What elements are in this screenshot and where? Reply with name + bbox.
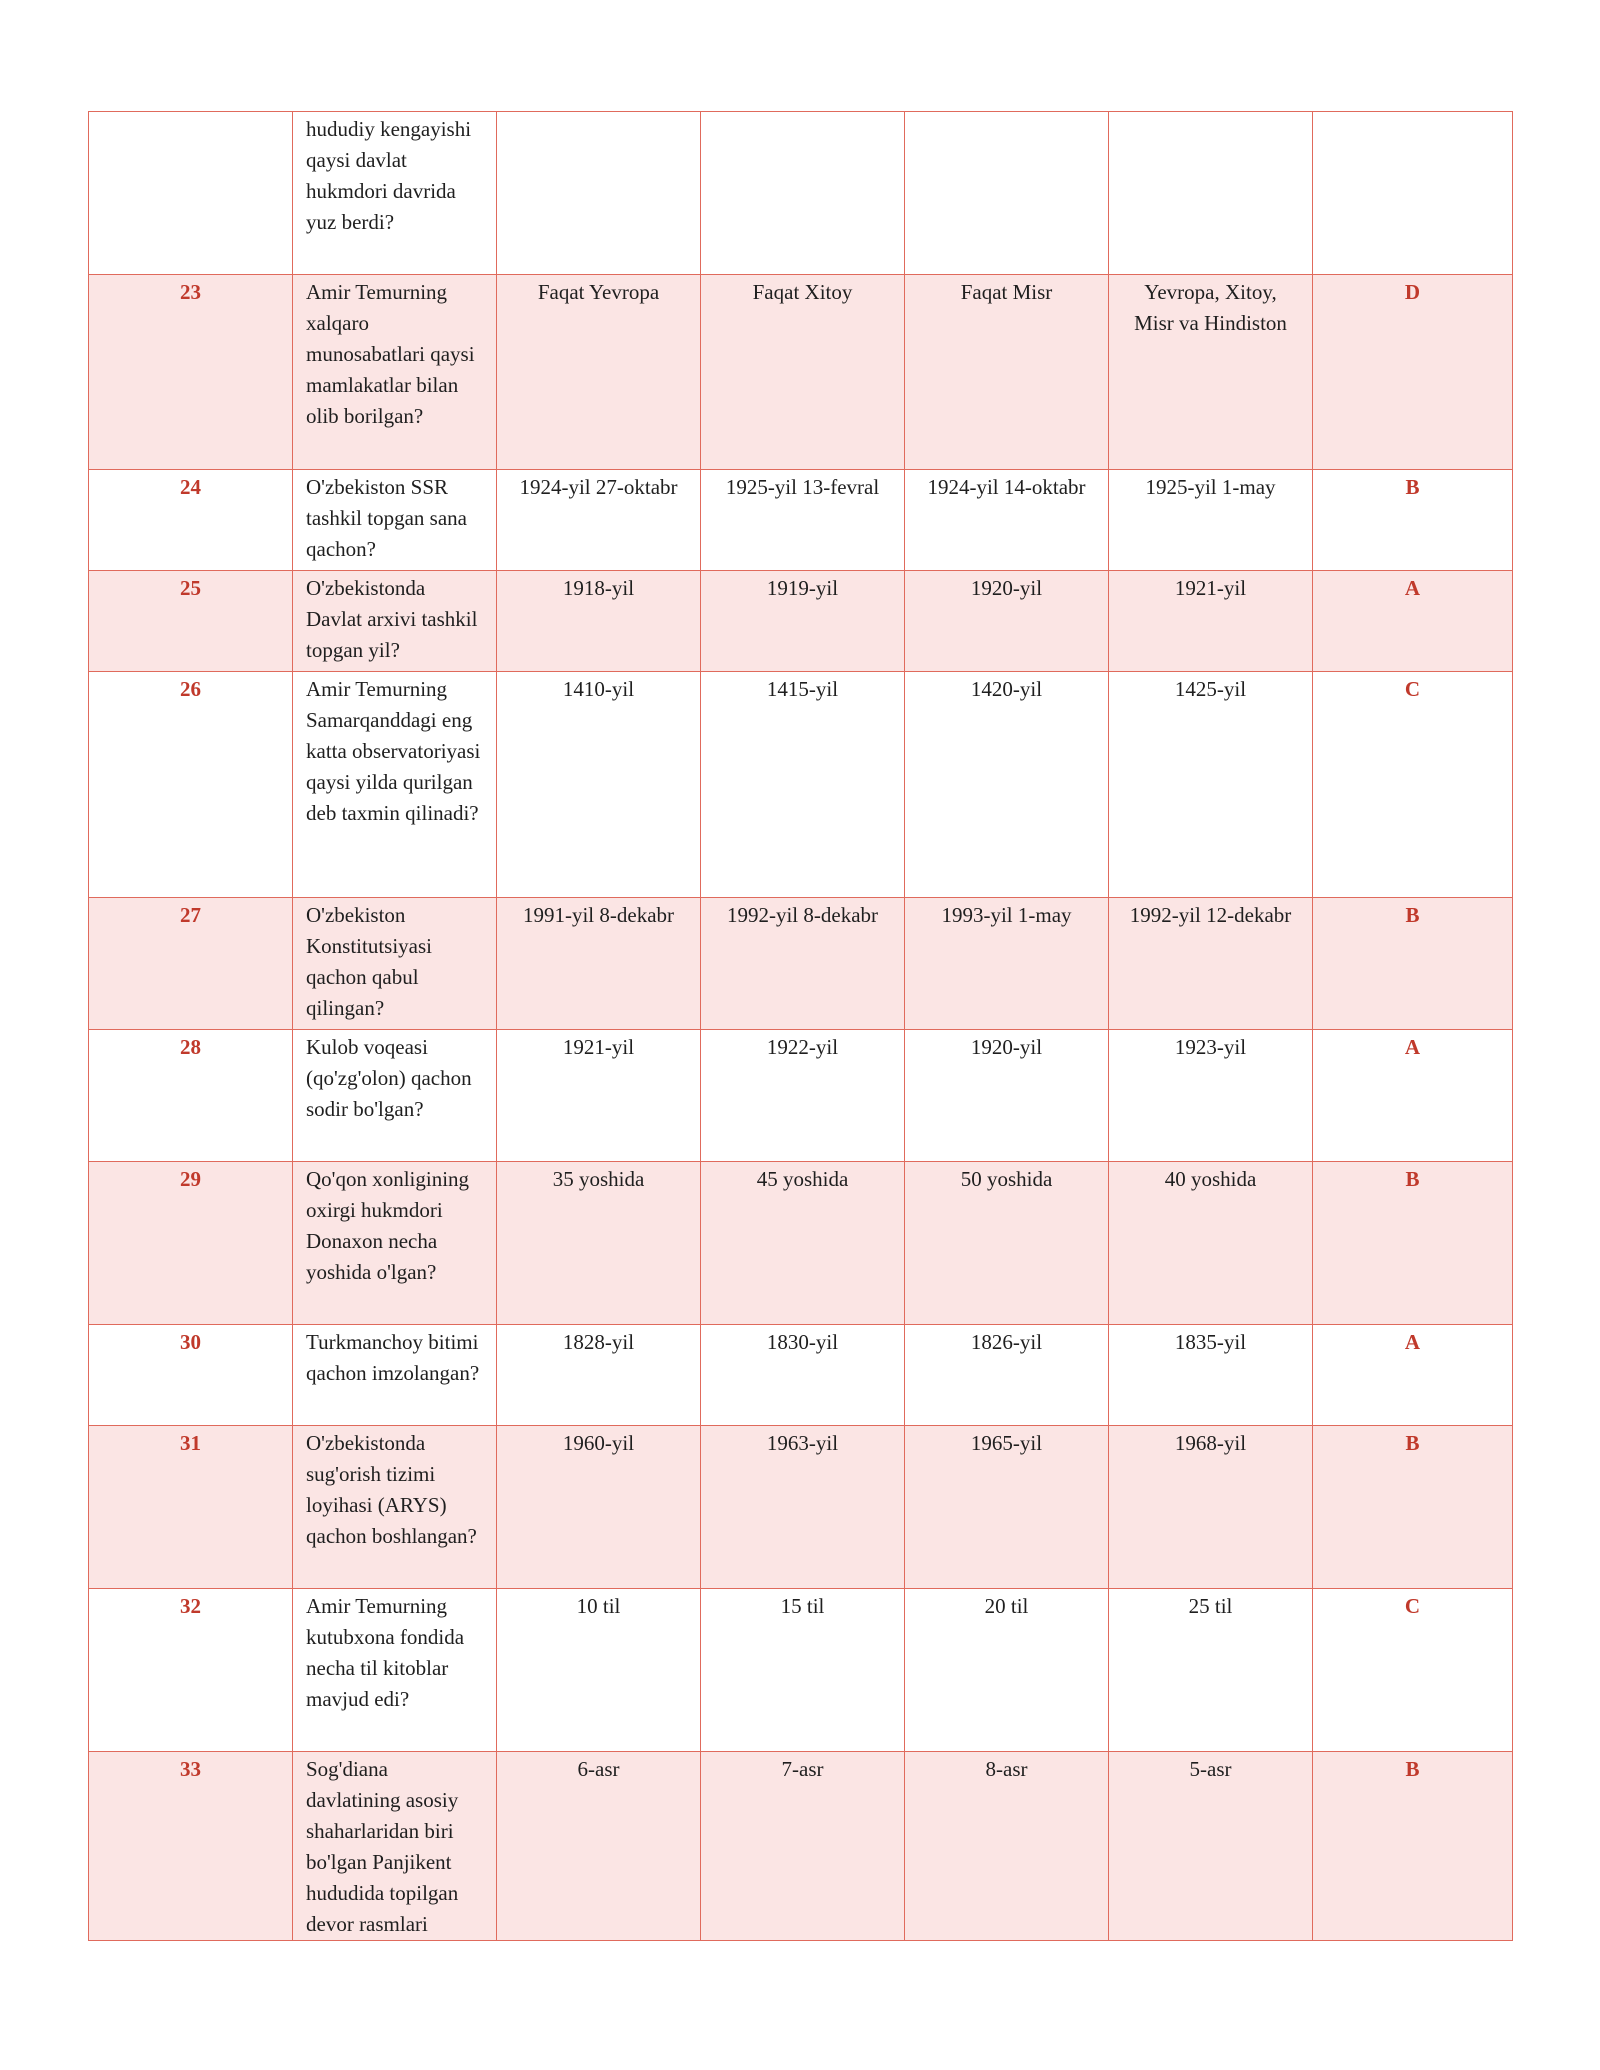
table-row (89, 1162, 1513, 1325)
question-number-cell: 29 (89, 1162, 293, 1325)
table-row (89, 898, 1513, 1030)
question-cell: Turkmanchoy bitimi qachon imzolangan? (293, 1325, 497, 1426)
option-d-cell: 1925-yil 1-may (1109, 470, 1313, 571)
option-d-cell: 1923-yil (1109, 1030, 1313, 1162)
quiz-table (88, 111, 1513, 1941)
question-number-cell: 28 (89, 1030, 293, 1162)
answer-cell: B (1313, 1162, 1513, 1325)
table-row (89, 275, 1513, 470)
option-c-cell: 1993-yil 1-may (905, 898, 1109, 1030)
question-cell: hududiy kengayishi qaysi davlat hukmdori davrida yuz berdi? (293, 112, 497, 275)
option-d-cell (1109, 112, 1313, 275)
question-cell: O'zbekiston Konstitutsiyasi qachon qabul qilingan? (293, 898, 497, 1030)
option-d-cell: 25 til (1109, 1589, 1313, 1752)
question-cell: Amir Temurning xalqaro munosabatlari qaysi mamlakatlar bilan olib borilgan? (293, 275, 497, 470)
table-row (89, 672, 1513, 898)
question-cell: Amir Temurning kutubxona fondida necha til kitoblar mavjud edi? (293, 1589, 497, 1752)
option-d-cell: 5-asr (1109, 1752, 1313, 1941)
question-cell: Sog'diana davlatining asosiy shaharlaridan biri bo'lgan Panjikent hududida topilgan devor rasmlari (293, 1752, 497, 1941)
option-d-cell: 1921-yil (1109, 571, 1313, 672)
answer-cell: B (1313, 1752, 1513, 1941)
option-d-cell: 1968-yil (1109, 1426, 1313, 1589)
option-a-cell: 1918-yil (497, 571, 701, 672)
option-a-cell: 10 til (497, 1589, 701, 1752)
option-b-cell: 1992-yil 8-dekabr (701, 898, 905, 1030)
option-a-cell (497, 112, 701, 275)
table-row (89, 571, 1513, 672)
option-a-cell: 35 yoshida (497, 1162, 701, 1325)
question-cell: O'zbekiston SSR tashkil topgan sana qachon? (293, 470, 497, 571)
option-b-cell: 1415-yil (701, 672, 905, 898)
question-number-cell: 24 (89, 470, 293, 571)
option-c-cell: 1826-yil (905, 1325, 1109, 1426)
option-b-cell: Faqat Xitoy (701, 275, 905, 470)
question-number-cell: 30 (89, 1325, 293, 1426)
table-row (89, 1752, 1513, 1941)
answer-cell: B (1313, 1426, 1513, 1589)
table-row (89, 1325, 1513, 1426)
option-a-cell: 6-asr (497, 1752, 701, 1941)
option-d-cell: 1835-yil (1109, 1325, 1313, 1426)
question-number-cell: 31 (89, 1426, 293, 1589)
answer-cell: D (1313, 275, 1513, 470)
question-cell: O'zbekistonda sug'orish tizimi loyihasi (ARYS) qachon boshlangan? (293, 1426, 497, 1589)
option-a-cell: 1828-yil (497, 1325, 701, 1426)
option-b-cell: 7-asr (701, 1752, 905, 1941)
question-cell: Kulob voqeasi (qo'zg'olon) qachon sodir bo'lgan? (293, 1030, 497, 1162)
table-row (89, 470, 1513, 571)
answer-cell: A (1313, 571, 1513, 672)
option-b-cell: 1963-yil (701, 1426, 905, 1589)
question-number-cell: 32 (89, 1589, 293, 1752)
option-a-cell: 1410-yil (497, 672, 701, 898)
question-number-cell: 23 (89, 275, 293, 470)
option-a-cell: Faqat Yevropa (497, 275, 701, 470)
option-d-cell: 1992-yil 12-dekabr (1109, 898, 1313, 1030)
option-d-cell: 1425-yil (1109, 672, 1313, 898)
answer-cell: A (1313, 1325, 1513, 1426)
option-c-cell: Faqat Misr (905, 275, 1109, 470)
question-number-cell: 27 (89, 898, 293, 1030)
option-b-cell: 1922-yil (701, 1030, 905, 1162)
option-b-cell: 1919-yil (701, 571, 905, 672)
option-b-cell: 1830-yil (701, 1325, 905, 1426)
question-number-cell (89, 112, 293, 275)
option-c-cell: 20 til (905, 1589, 1109, 1752)
option-b-cell (701, 112, 905, 275)
option-c-cell: 1920-yil (905, 1030, 1109, 1162)
answer-cell: C (1313, 1589, 1513, 1752)
table-row (89, 1030, 1513, 1162)
table-row (89, 1589, 1513, 1752)
option-b-cell: 1925-yil 13-fevral (701, 470, 905, 571)
option-c-cell: 50 yoshida (905, 1162, 1109, 1325)
option-a-cell: 1924-yil 27-oktabr (497, 470, 701, 571)
question-cell: O'zbekistonda Davlat arxivi tashkil topgan yil? (293, 571, 497, 672)
option-d-cell: Yevropa, Xitoy, Misr va Hindiston (1109, 275, 1313, 470)
question-cell: Qo'qon xonligining oxirgi hukmdori Donaxon necha yoshida o'lgan? (293, 1162, 497, 1325)
answer-cell: C (1313, 672, 1513, 898)
table-row (89, 112, 1513, 275)
answer-cell: A (1313, 1030, 1513, 1162)
answer-cell: B (1313, 470, 1513, 571)
option-c-cell: 8-asr (905, 1752, 1109, 1941)
option-a-cell: 1991-yil 8-dekabr (497, 898, 701, 1030)
option-b-cell: 15 til (701, 1589, 905, 1752)
question-number-cell: 25 (89, 571, 293, 672)
option-c-cell (905, 112, 1109, 275)
option-c-cell: 1920-yil (905, 571, 1109, 672)
question-number-cell: 26 (89, 672, 293, 898)
option-b-cell: 45 yoshida (701, 1162, 905, 1325)
option-c-cell: 1924-yil 14-oktabr (905, 470, 1109, 571)
answer-cell (1313, 112, 1513, 275)
option-d-cell: 40 yoshida (1109, 1162, 1313, 1325)
question-number-cell: 33 (89, 1752, 293, 1941)
option-a-cell: 1921-yil (497, 1030, 701, 1162)
option-c-cell: 1965-yil (905, 1426, 1109, 1589)
table-row (89, 1426, 1513, 1589)
answer-cell: B (1313, 898, 1513, 1030)
question-cell: Amir Temurning Samarqanddagi eng katta observatoriyasi qaysi yilda qurilgan deb taxmin qilinadi? (293, 672, 497, 898)
option-a-cell: 1960-yil (497, 1426, 701, 1589)
option-c-cell: 1420-yil (905, 672, 1109, 898)
